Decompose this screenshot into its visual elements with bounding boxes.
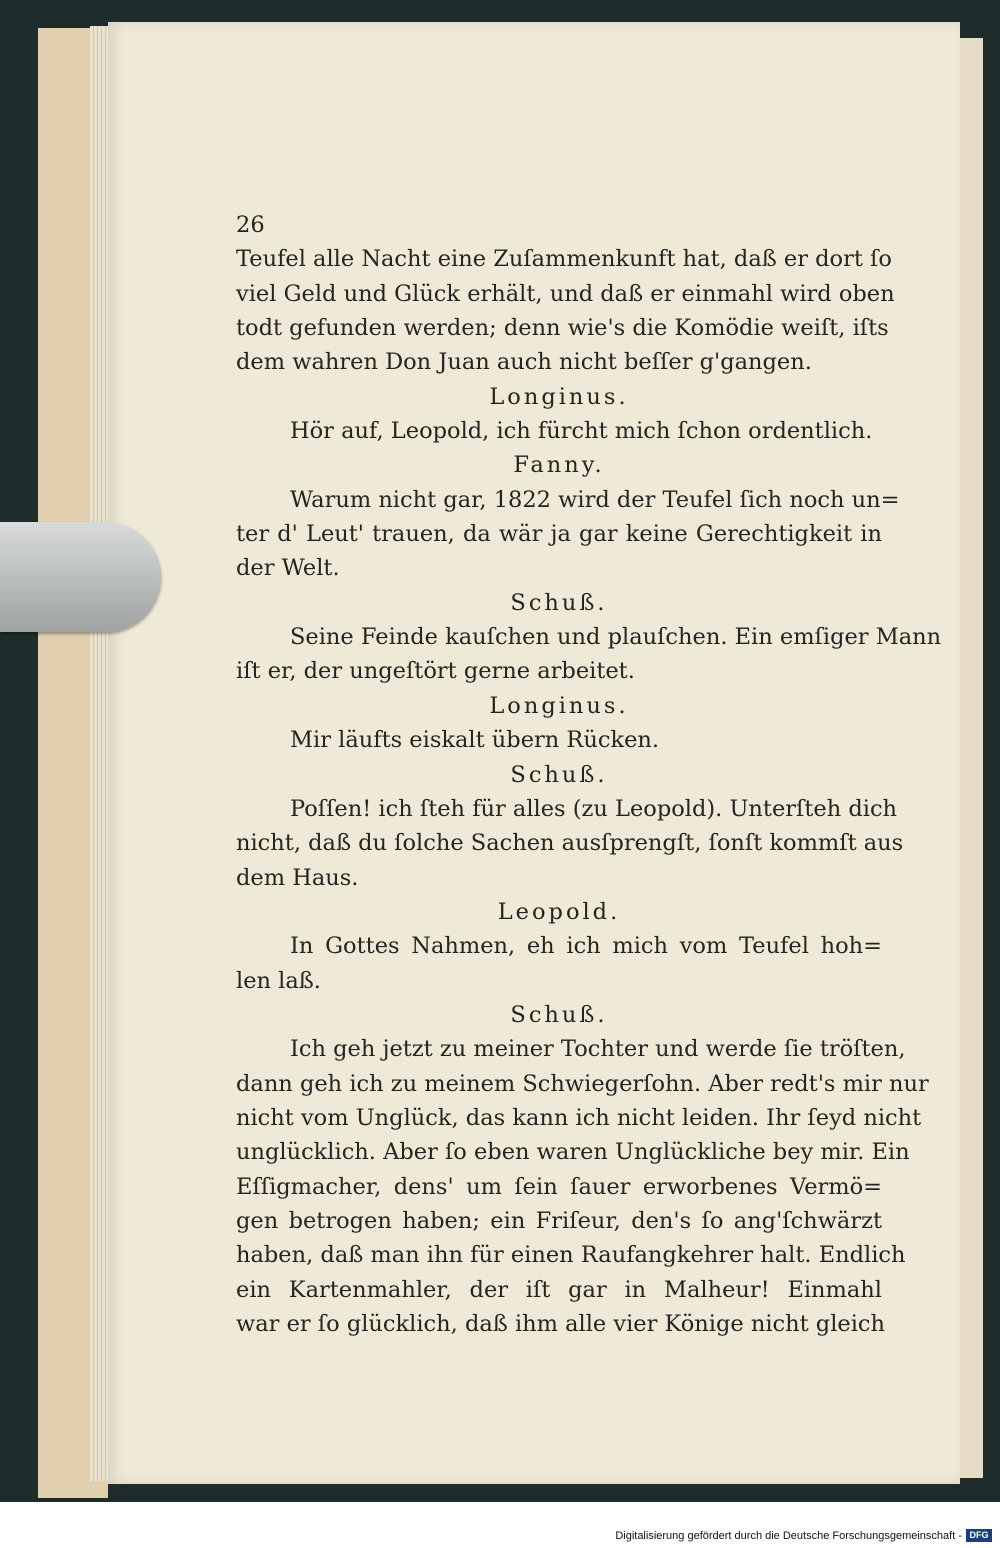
text-line: iſt er, der ungeſtört gerne arbeitet.	[236, 658, 635, 685]
text-line: dann geh ich zu meinem Schwiegerſohn. Aber redt's mir nur	[236, 1070, 929, 1097]
text-line: In Gottes Nahmen, eh ich mich vom Teufel hoh=	[290, 933, 882, 960]
text-line: der Welt.	[236, 555, 340, 582]
text-line: viel Geld und Glück erhält, und daß er einmahl wird oben	[236, 280, 895, 307]
page-holder-clip	[0, 522, 160, 632]
speaker-name: Longinus.	[489, 692, 629, 719]
text-line: Hör auf, Leopold, ich fürcht mich ſchon ordentlich.	[290, 418, 873, 445]
funding-credit: Digitalisierung gefördert durch die Deutsche Forschungsgemeinschaft -	[615, 1530, 962, 1542]
speaker-name: Longinus.	[489, 383, 629, 410]
speaker-name: Schuß.	[510, 1001, 608, 1028]
text-line: Seine Feinde kauſchen und plauſchen. Ein emſiger Mann	[290, 624, 942, 651]
footer-bar	[0, 1502, 1000, 1548]
dfg-logo: DFG	[966, 1529, 992, 1542]
text-line: todt gefunden werden; denn wie's die Komödie weiſt, iſts	[236, 315, 889, 342]
text-line: Teufel alle Nacht eine Zuſammenkunft hat, daß er dort ſo	[236, 246, 892, 273]
text-line: ter d' Leut' trauen, da wär ja gar keine Gerechtigkeit in	[236, 521, 882, 548]
text-line: Warum nicht gar, 1822 wird der Teufel ſich noch un=	[290, 486, 900, 513]
text-line: Mir läufts eiskalt übern Rücken.	[290, 727, 660, 754]
text-line: Ich geh jetzt zu meiner Tochter und werde ſie tröſten,	[290, 1036, 906, 1063]
text-line: ein Kartenmahler, der iſt gar in Malheur! Einmahl	[236, 1276, 882, 1303]
speaker-name: Leopold.	[497, 898, 621, 925]
speaker-name: Fanny.	[513, 452, 605, 479]
speaker-name: Schuß.	[510, 589, 608, 616]
text-line: nicht, daß du ſolche Sachen ausſprengſt, ſonſt kommſt aus	[236, 830, 904, 857]
text-line: nicht vom Unglück, das kann ich nicht leiden. Ihr ſeyd nicht	[236, 1104, 922, 1131]
speaker-name: Schuß.	[510, 761, 608, 788]
text-line: gen betrogen haben; ein Friſeur, den's ſo ang'ſchwärzt	[236, 1207, 882, 1234]
text-line: haben, daß man ihn für einen Raufangkehrer halt. Endlich	[236, 1242, 906, 1269]
text-line: war er ſo glücklich, daß ihm alle vier Könige nicht gleich	[236, 1311, 886, 1337]
page-number: 26	[236, 212, 265, 238]
text-line: Poſſen! ich ſteh für alles (zu Leopold). Unterſteh dich	[290, 795, 898, 822]
text-line: len laß.	[236, 967, 321, 994]
text-line: unglücklich. Aber ſo eben waren Unglückliche bey mir. Ein	[236, 1139, 910, 1166]
text-line: Eſſigmacher, dens' um ſein ſauer erworbenes Vermö=	[236, 1173, 882, 1200]
page-text	[236, 208, 942, 1341]
text-line: dem Haus.	[236, 864, 359, 891]
text-line: dem wahren Don Juan auch nicht beſſer g'gangen.	[236, 349, 812, 376]
